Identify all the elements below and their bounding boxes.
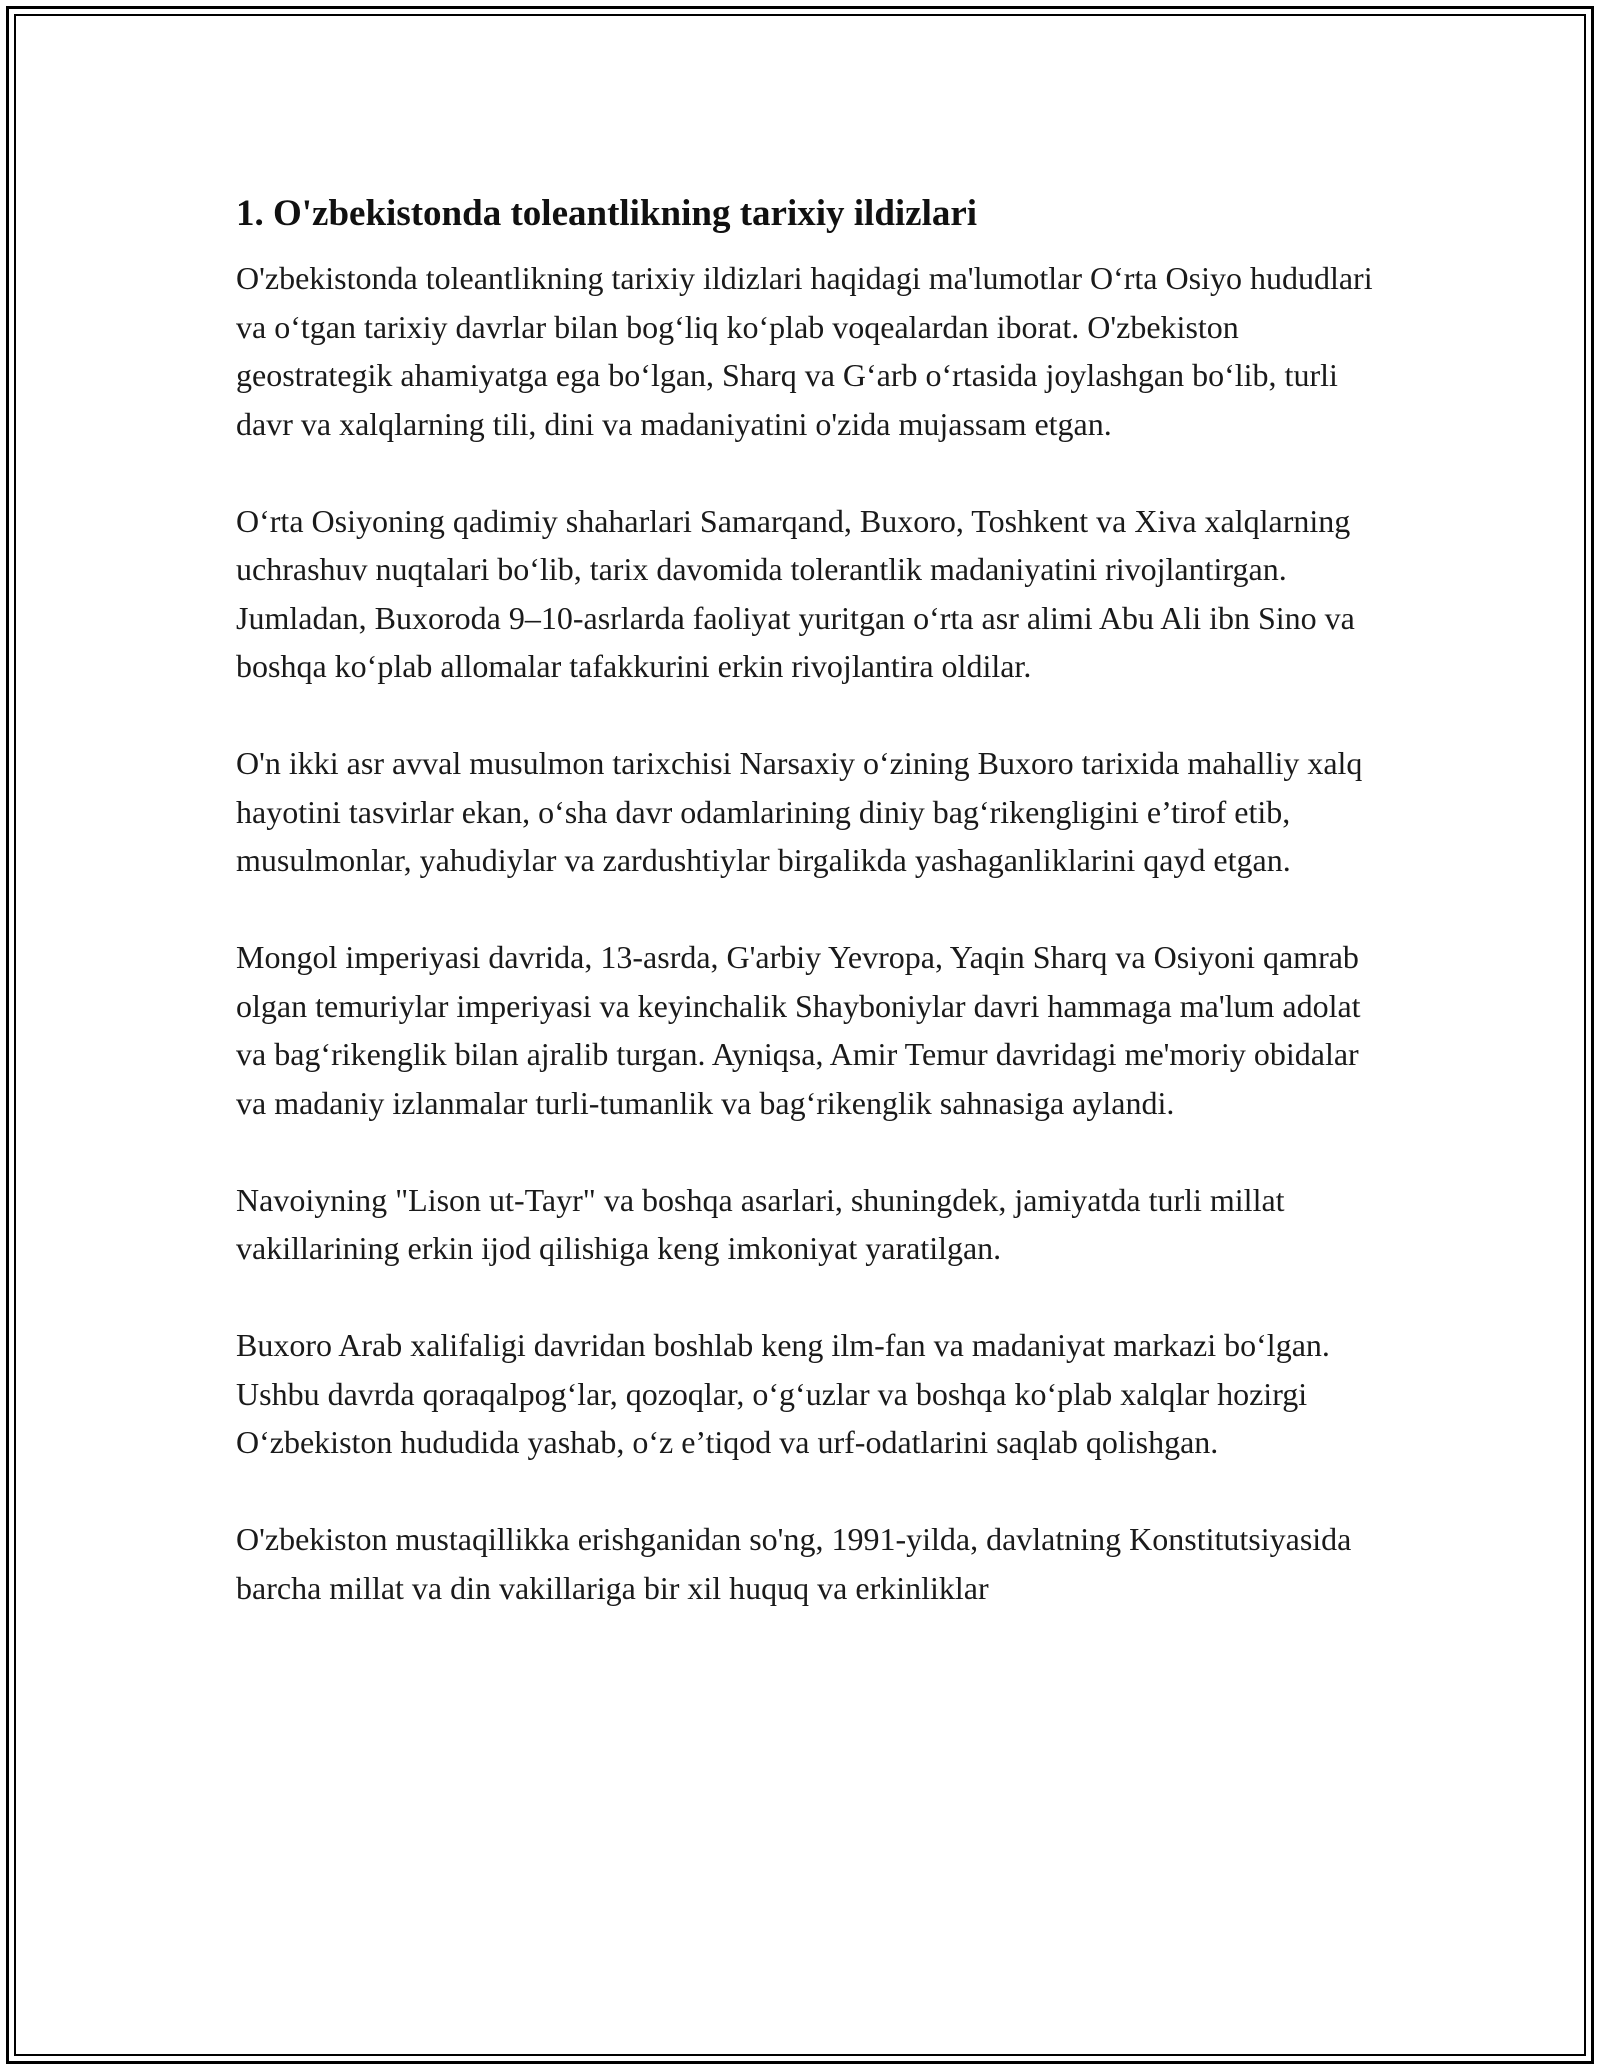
paragraph-3: O'n ikki asr avval musulmon tarixchisi Narsaxiy o‘zining Buxoro tarixida mahalliy xalq hayotini tasvirlar ekan, o‘sha davr odamlarining diniy bag‘rikengligini e’tirof etib, musulmonlar, yahudiylar va zardushtiylar birgalikda yashaganliklarini qayd etgan. bbox=[236, 745, 1363, 878]
document-body bbox=[236, 186, 1376, 1661]
section-heading: 1. O'zbekistonda toleantlikning tarixiy ildizlari bbox=[236, 193, 978, 234]
paragraph-1: O'zbekistonda toleantlikning tarixiy ildizlari haqidagi ma'lumotlar O‘rta Osiyo hududlari va o‘tgan tarixiy davrlar bilan bog‘liq ko‘plab voqealardan iborat. O'zbekiston geostrategik ahamiyatga ega bo‘lgan, Sharq va G‘arb o‘rtasida joylashgan bo‘lib, turli davr va xalqlarning tili, dini va madaniyatini o'zida mujassam etgan. bbox=[236, 260, 1373, 442]
paragraph-7: O'zbekiston mustaqillikka erishganidan so'ng, 1991-yilda, davlatning Konstitutsiyasida barcha millat va din vakillariga bir xil huquq va erkinliklar bbox=[236, 1521, 1352, 1606]
paragraph-6: Buxoro Arab xalifaligi davridan boshlab keng ilm-fan va madaniyat markazi bo‘lgan. Ushbu davrda qoraqalpog‘lar, qozoqlar, o‘g‘uzlar va boshqa ko‘plab xalqlar hozirgi O‘zbekiston hududida yashab, o‘z e’tiqod va urf-odatlarini saqlab qolishgan. bbox=[236, 1327, 1330, 1460]
paragraph-2: O‘rta Osiyoning qadimiy shaharlari Samarqand, Buxoro, Toshkent va Xiva xalqlarning uchrashuv nuqtalari bo‘lib, tarix davomida tolerantlik madaniyatini rivojlantirgan. Jumladan, Buxoroda 9–10-asrlarda faoliyat yuritgan o‘rta asr alimi Abu Ali ibn Sino va boshqa ko‘plab allomalar tafakkurini erkin rivojlantira oldilar. bbox=[236, 502, 1355, 684]
paragraph-5: Navoiyning "Lison ut-Tayr" va boshqa asarlari, shuningdek, jamiyatda turli millat vakillarining erkin ijod qilishiga keng imkoniyat yaratilgan. bbox=[236, 1181, 1285, 1266]
paragraph-4: Mongol imperiyasi davrida, 13-asrda, G'arbiy Yevropa, Yaqin Sharq va Osiyoni qamrab olgan temuriylar imperiyasi va keyinchalik Shayboniylar davri hammaga ma'lum adolat va bag‘rikenglik bilan ajralib turgan. Ayniqsa, Amir Temur davridagi me'moriy obidalar va madaniy izlanmalar turli-tumanlik va bag‘rikenglik sahnasiga aylandi. bbox=[236, 939, 1361, 1121]
